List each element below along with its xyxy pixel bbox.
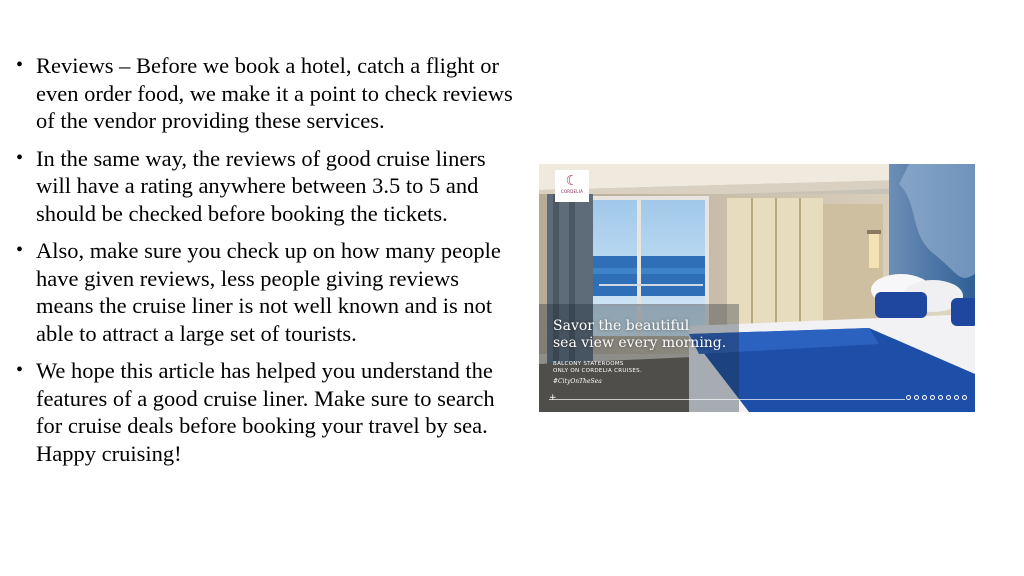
dot-icon [954, 395, 959, 400]
bullet-marker: • [16, 359, 24, 381]
bullet-text: We hope this article has helped you understand the features of a good cruise liner. Make sure to search for cruise deals before booking your travel by sea. Happy cruising! [36, 358, 495, 466]
image-subtext: BALCONY STATEROOMS ONLY ON CORDELIA CRUISES. [553, 361, 642, 374]
slide-dots [906, 395, 967, 400]
bullet-text: Reviews – Before we book a hotel, catch a flight or even order food, we make it a point to check reviews of the vendor providing these services. [36, 53, 513, 133]
plus-icon: + [549, 393, 557, 403]
bullet-item-reviews [14, 52, 514, 135]
bullet-text: In the same way, the reviews of good cruise liners will have a rating anywhere between 3.5 to 5 and should be checked before booking the tickets. [36, 145, 486, 226]
bullet-item-rating [14, 145, 514, 228]
dot-icon [906, 395, 911, 400]
dot-icon [962, 395, 967, 400]
bullet-item-review-count [14, 237, 514, 347]
cruise-stateroom-image [539, 164, 975, 412]
dot-icon [946, 395, 951, 400]
image-divider [549, 399, 905, 400]
image-headline: Savor the beautiful sea view every morning. [553, 318, 727, 351]
logo-icon: ☾ [565, 173, 579, 189]
dot-icon [922, 395, 927, 400]
bullet-text: Also, make sure you check up on how many people have given reviews, less people giving reviews means the cruise liner is not well known and is not able to attract a large set of tourists. [36, 238, 501, 346]
bullet-list [14, 52, 514, 477]
bullet-marker: • [16, 146, 24, 169]
cordelia-logo: ☾ CORDELIA [555, 170, 589, 202]
image-hashtag: #CityOnTheSea [553, 378, 602, 385]
bullet-item-closing [14, 357, 514, 467]
dot-icon [938, 395, 943, 400]
dot-icon [914, 395, 919, 400]
bullet-marker: • [16, 54, 24, 76]
dot-icon [930, 395, 935, 400]
bullet-marker: • [16, 239, 24, 261]
